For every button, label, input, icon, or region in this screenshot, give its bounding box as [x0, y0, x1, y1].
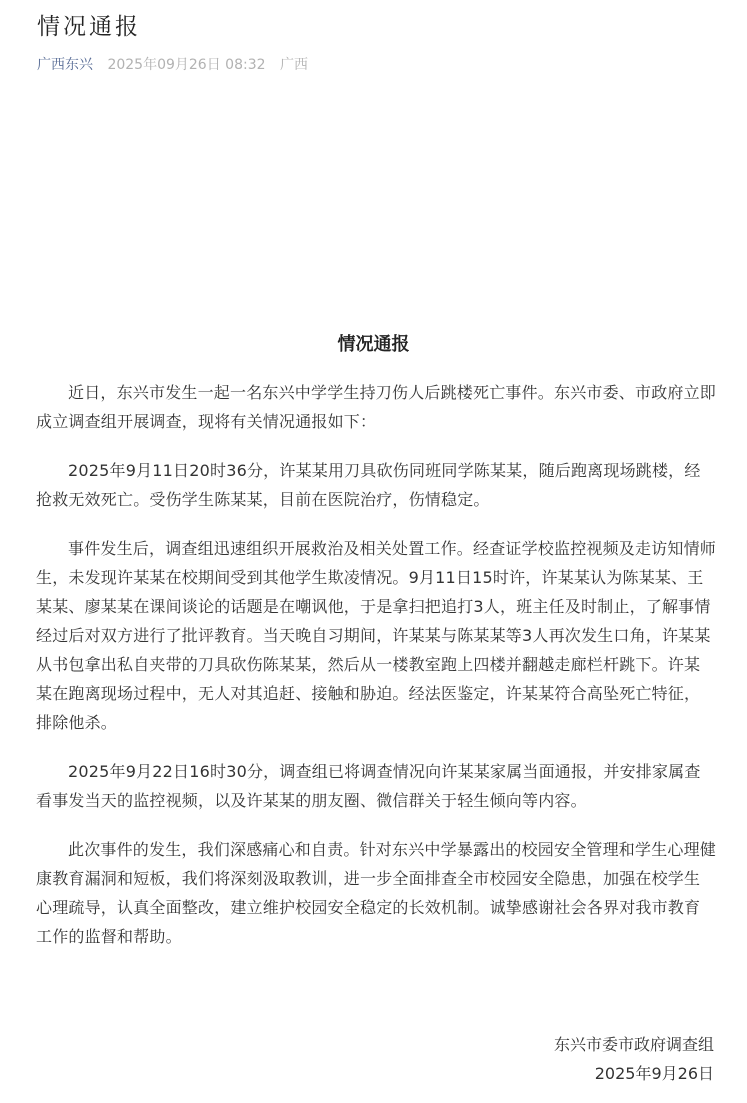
account-name-link[interactable]: 广西东兴	[37, 57, 93, 73]
article-meta	[37, 55, 717, 75]
paragraph: 2025年9月22日16时30分，调查组已将调查情况向许某某家属当面通报，并安排家属查看事发当天的监控视频，以及许某某的朋友圈、微信群关于轻生倾向等内容。	[36, 762, 701, 810]
article-title: 情况通报	[37, 14, 141, 40]
notice-heading: 情况通报	[337, 334, 410, 355]
article-header	[37, 12, 717, 75]
signature-date: 2025年9月26日	[594, 1064, 714, 1083]
paragraph: 2025年9月11日20时36分，许某某用刀具砍伤同班同学陈某某，随后跑离现场跳楼，经抢救无效死亡。受伤学生陈某某，目前在医院治疗，伤情稳定。	[36, 461, 701, 509]
publish-time: 2025年09月26日 08:32	[107, 57, 266, 73]
publish-location: 广西	[279, 57, 308, 73]
paragraph: 此次事件的发生，我们深感痛心和自责。针对东兴中学暴露出的校园安全管理和学生心理健康教育漏洞和短板，我们将深刻汲取教训，进一步全面排查全市校园安全隐患，加强在校学生心理疏导，认真全面整改，建立维护校园安全稳定的长效机制。诚挚感谢社会各界对我市教育工作的监督和帮助。	[36, 840, 717, 946]
paragraph: 事件发生后，调查组迅速组织开展救治及相关处置工作。经查证学校监控视频及走访知情师生，未发现许某某在校期间受到其他学生欺凌情况。9月11日15时许，许某某认为陈某某、王某某、廖某某在课间谈论的话题是在嘲讽他，于是拿扫把追打3人，班主任及时制止，了解事情经过后对双方进行了批评教育。当天晚自习期间，许某某与陈某某等3人再次发生口角，许某某从书包拿出私自夹带的刀具砍伤陈某某，然后从一楼教室跑上四楼并翻越走廊栏杆跳下。许某某在跑离现场过程中，无人对其追赶、接触和胁迫。经法医鉴定，许某某符合高坠死亡特征，排除他杀。	[36, 539, 717, 732]
signature-organization: 东兴市委市政府调查组	[553, 1035, 714, 1054]
paragraph: 近日，东兴市发生一起一名东兴中学学生持刀伤人后跳楼死亡事件。东兴市委、市政府立即成立调查组开展调查，现将有关情况通报如下：	[36, 383, 717, 431]
notice-body	[36, 378, 716, 971]
signature-block	[554, 1030, 714, 1088]
